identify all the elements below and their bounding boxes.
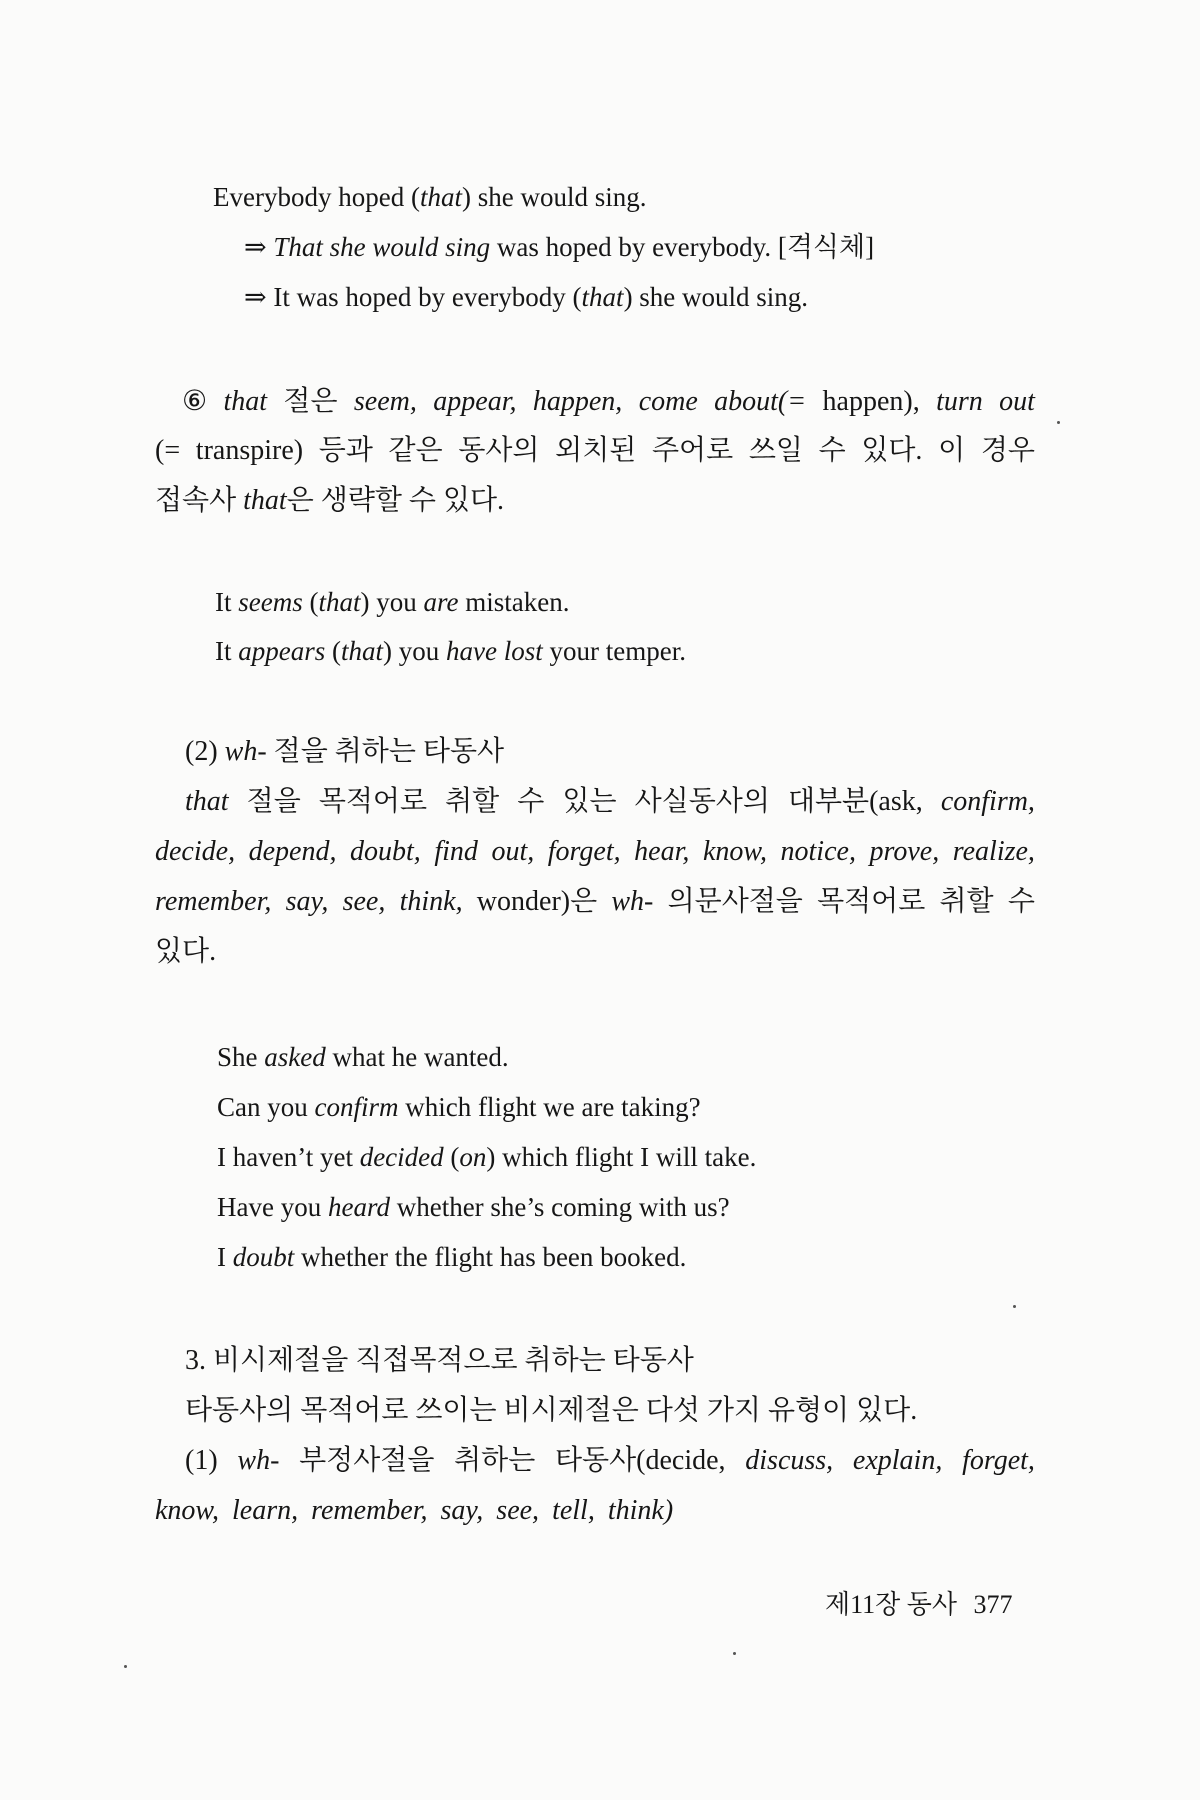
item-6-line-3: 접속사 that은 생략할 수 있다. [155, 485, 505, 516]
item-6-line-1: ⑥ that 절은 seem, appear, happen, come about(= happen), turn out [182, 386, 1035, 417]
section-2-para-line-4: 있다. [155, 936, 217, 967]
passive-transform-1: ⇒ That she would sing was hoped by everybody. [격식체] [244, 232, 875, 262]
section-2-para-line-2: decide, depend, doubt, find out, forget, hear, know, notice, prove, realize, [155, 836, 1035, 867]
section-2-para-line-1: that 절을 목적어로 취할 수 있는 사실동사의 대부분(ask, confirm, [185, 786, 1035, 817]
section-3-sub-1-line-2: know, learn, remember, say, see, tell, think) [155, 1495, 674, 1526]
scan-speck [733, 1652, 736, 1655]
example-heard: Have you heard whether she’s coming with us? [217, 1192, 730, 1222]
chapter-label: 제11장 동사 [825, 1590, 957, 1619]
example-confirm: Can you confirm which flight we are taking? [217, 1092, 701, 1122]
example-sentence: Everybody hoped (that) she would sing. [213, 182, 647, 212]
passive-transform-2: ⇒ It was hoped by everybody (that) she would sing. [244, 282, 809, 312]
section-2-para-line-3: remember, say, see, think, wonder)은 wh- 의문사절을 목적어로 취할 수 [155, 886, 1035, 917]
section-3-intro: 타동사의 목적어로 쓰이는 비시제절은 다섯 가지 유형이 있다. [185, 1395, 918, 1426]
scan-speck [1057, 421, 1060, 424]
item-6-line-2: (= transpire) 등과 같은 동사의 외치된 주어로 쓰일 수 있다. 이 경우 [155, 435, 1035, 466]
section-3-sub-1-line-1: (1) wh- 부정사절을 취하는 타동사(decide, discuss, explain, forget, [185, 1445, 1035, 1476]
scan-speck [124, 1665, 127, 1668]
example-decided: I haven’t yet decided (on) which flight I will take. [217, 1142, 757, 1172]
scan-speck [1013, 1305, 1016, 1308]
example-appears: It appears (that) you have lost your temper. [215, 636, 686, 666]
section-2-heading: (2) wh- 절을 취하는 타동사 [185, 736, 505, 767]
example-asked: She asked what he wanted. [217, 1042, 509, 1072]
page-footer [825, 1584, 1013, 1621]
page-number: 377 [973, 1590, 1013, 1619]
example-seems: It seems (that) you are mistaken. [215, 587, 570, 617]
section-3-heading: 3. 비시제절을 직접목적으로 취하는 타동사 [185, 1345, 694, 1376]
example-doubt: I doubt whether the flight has been booked. [217, 1242, 687, 1272]
